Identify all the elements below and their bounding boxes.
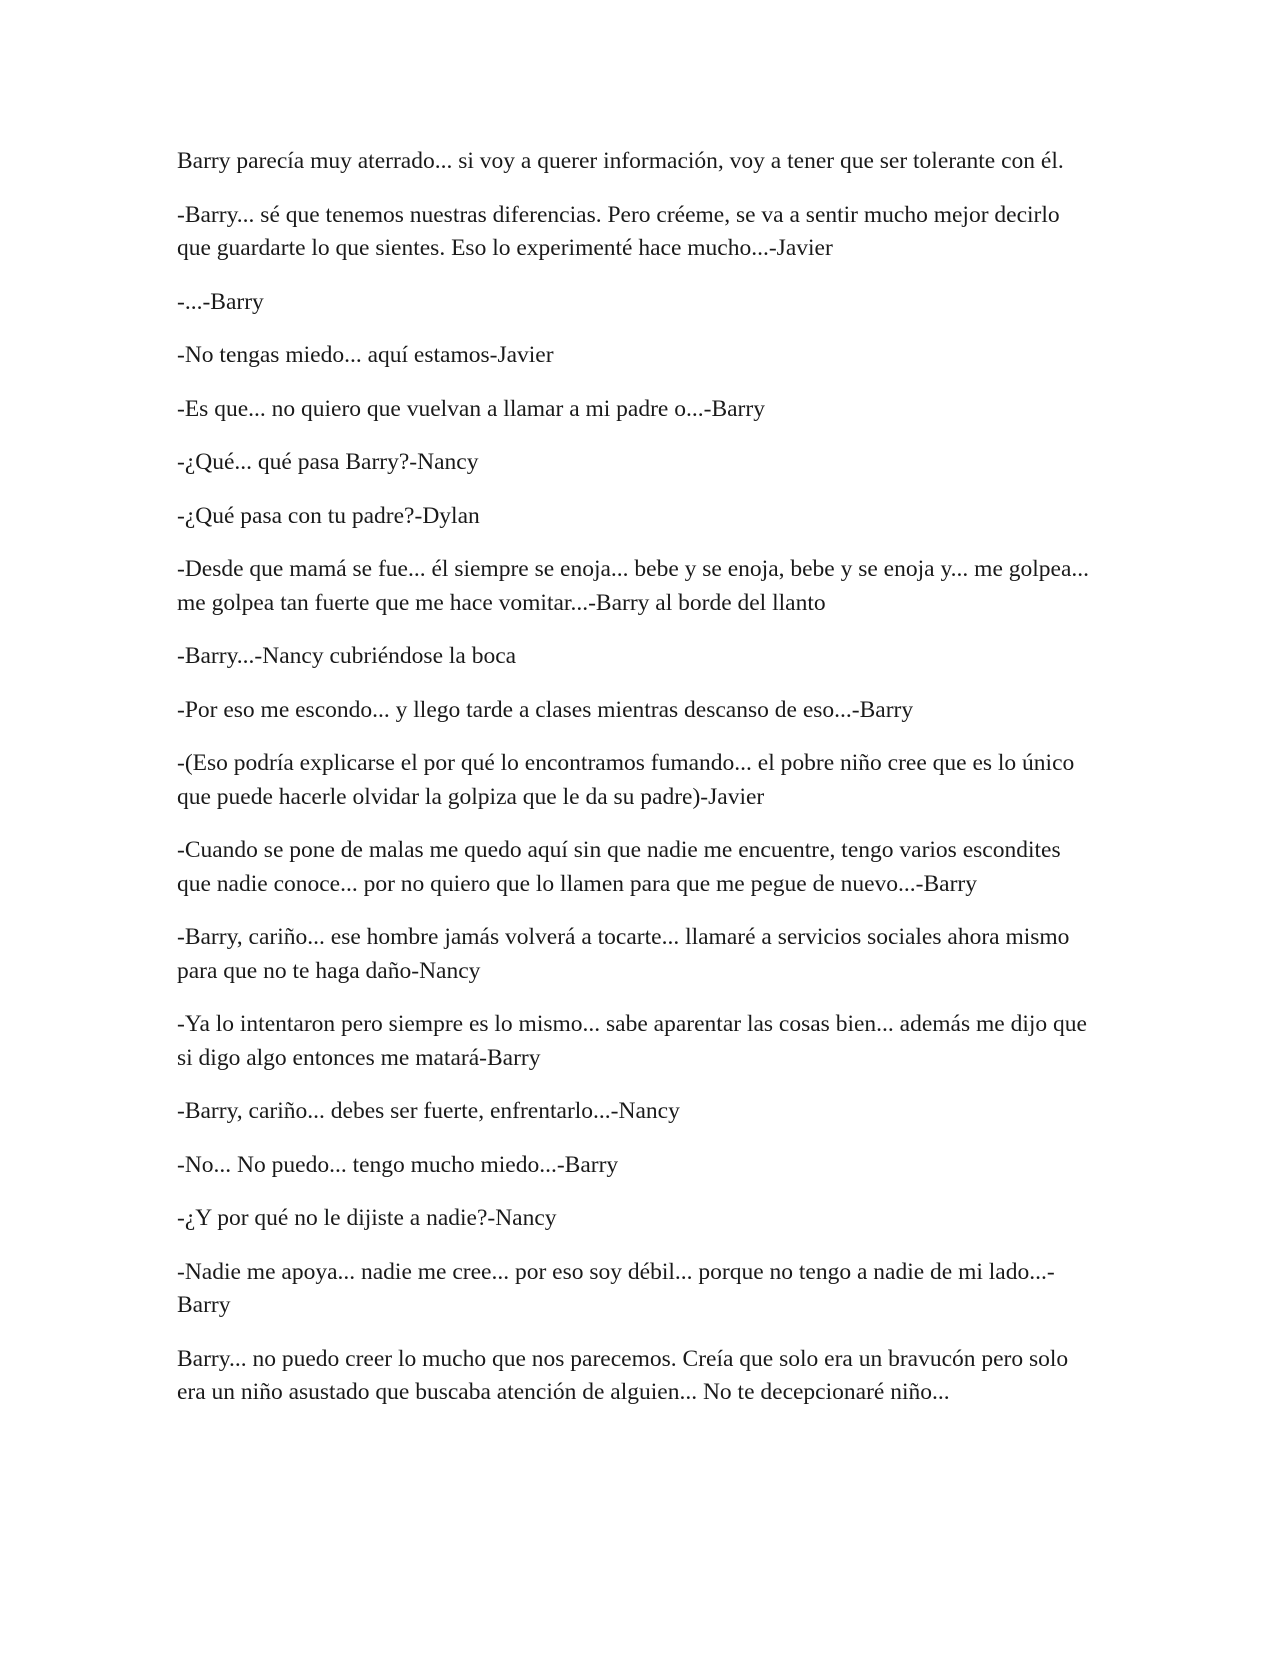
paragraph: -¿Qué... qué pasa Barry?-Nancy	[177, 449, 479, 475]
paragraph: -...-Barry	[177, 288, 264, 315]
paragraph: -Nadie me apoya... nadie me cree... por eso soy débil... porque no tengo a nadie de mi lado...-Barry	[177, 1258, 1055, 1318]
paragraph: -¿Y por qué no le dijiste a nadie?-Nancy	[177, 1205, 557, 1231]
paragraph: Barry parecía muy aterrado... si voy a querer información, voy a tener que ser tolerante con él.	[177, 148, 1064, 174]
paragraph: -Cuando se pone de malas me quedo aquí sin que nadie me encuentre, tengo varios escondites que nadie conoce... por no quiero que lo llamen para que me pegue de nuevo...-Barry	[177, 837, 1061, 897]
paragraph: -(Eso podría explicarse el por qué lo encontramos fumando... el pobre niño cree que es lo único que puede hacerle olvidar la golpiza que le da su padre)-Javier	[177, 750, 1075, 810]
paragraph: -Desde que mamá se fue... él siempre se enoja... bebe y se enoja, bebe y se enoja y... me golpea... me golpea tan fuerte que me hace vomitar...-Barry al borde del llanto	[177, 556, 1090, 616]
paragraph: Barry... no puedo creer lo mucho que nos parecemos. Creía que solo era un bravucón pero solo era un niño asustado que buscaba atención de alguien... No te decepcionaré niño...	[177, 1345, 1069, 1405]
paragraph: -Barry, cariño... debes ser fuerte, enfrentarlo...-Nancy	[177, 1098, 680, 1124]
document-page	[177, 145, 1097, 1430]
paragraph: -Ya lo intentaron pero siempre es lo mismo... sabe aparentar las cosas bien... además me dijo que si digo algo entonces me matará-Barry	[177, 1011, 1087, 1071]
paragraph: -¿Qué pasa con tu padre?-Dylan	[177, 502, 480, 529]
paragraph: -Barry, cariño... ese hombre jamás volverá a tocarte... llamaré a servicios sociales ahora mismo para que no te haga daño-Nancy	[177, 924, 1070, 984]
paragraph: -Es que... no quiero que vuelvan a llamar a mi padre o...-Barry	[177, 395, 765, 422]
paragraph: -Por eso me escondo... y llego tarde a clases mientras descanso de eso...-Barry	[177, 696, 914, 723]
paragraph: -No... No puedo... tengo mucho miedo...-Barry	[177, 1151, 619, 1178]
paragraph: -Barry... sé que tenemos nuestras diferencias. Pero créeme, se va a sentir mucho mejor decirlo que guardarte lo que sientes. Eso lo experimenté hace mucho...-Javier	[177, 201, 1060, 261]
paragraph: -No tengas miedo... aquí estamos-Javier	[177, 342, 554, 368]
paragraph: -Barry...-Nancy cubriéndose la boca	[177, 643, 517, 669]
